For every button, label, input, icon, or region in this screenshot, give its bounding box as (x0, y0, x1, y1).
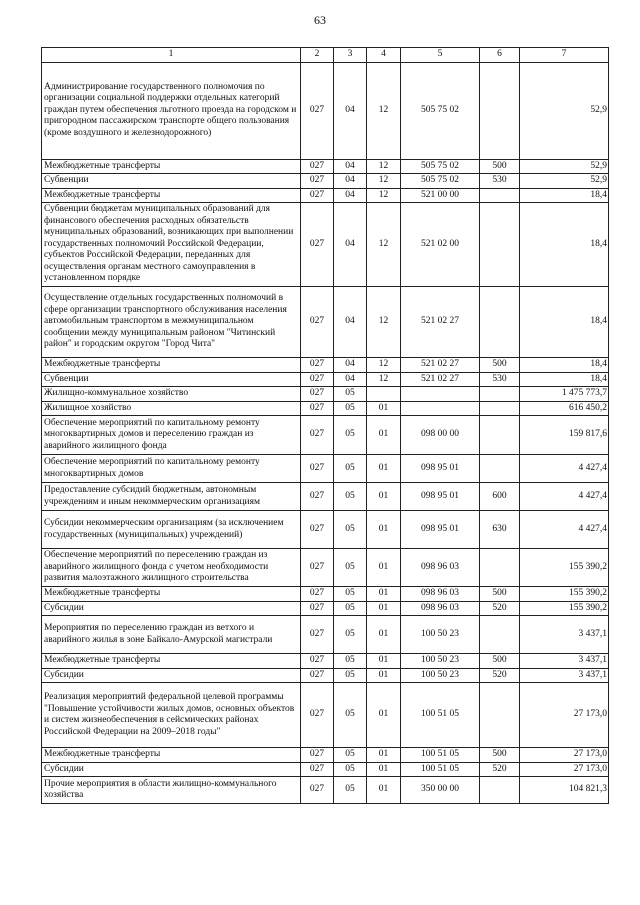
target-article-cell: 521 02 27 (401, 287, 480, 358)
section-code-cell: 05 (334, 748, 367, 763)
row-name-cell: Субвенции бюджетам муниципальных образований для финансового обеспечения расходных обязательств муниципальных образований, возникающих при выполнении государственных полномочий Российской Федерации, субъектов Российской Федерации, переданных для осуществления органам местного самоуправления в установленном порядке (42, 203, 301, 287)
ministry-code-cell: 027 (301, 287, 334, 358)
subsection-code-cell (367, 387, 401, 402)
target-article-cell: 505 75 02 (401, 174, 480, 189)
subsection-code-cell: 01 (367, 654, 401, 669)
ministry-code-cell: 027 (301, 587, 334, 602)
target-article-cell (401, 387, 480, 402)
amount-cell: 4 427,4 (520, 511, 609, 549)
table-row (42, 188, 609, 203)
section-code-cell: 05 (334, 387, 367, 402)
header-cell: 4 (367, 48, 401, 63)
subsection-code-cell: 12 (367, 203, 401, 287)
ministry-code-cell: 027 (301, 358, 334, 373)
target-article-cell: 100 50 23 (401, 616, 480, 654)
target-article-cell: 521 00 00 (401, 188, 480, 203)
target-article-cell: 098 95 01 (401, 455, 480, 483)
section-code-cell: 04 (334, 174, 367, 189)
target-article-cell: 505 75 02 (401, 62, 480, 159)
table-row (42, 777, 609, 804)
row-name-cell: Мероприятия по переселению граждан из ветхого и аварийного жилья в зоне Байкало-Амурской магистрали (42, 616, 301, 654)
amount-cell: 27 173,0 (520, 683, 609, 748)
page-number: 63 (314, 13, 326, 27)
section-code-cell: 05 (334, 416, 367, 455)
section-code-cell: 05 (334, 777, 367, 804)
ministry-code-cell: 027 (301, 159, 334, 174)
header-cell: 3 (334, 48, 367, 63)
row-name-cell: Обеспечение мероприятий по капитальному ремонту многоквартирных домов и переселению граждан из аварийного жилищного фонда (42, 416, 301, 455)
ministry-code-cell: 027 (301, 511, 334, 549)
row-name-cell: Субсидии (42, 668, 301, 683)
amount-cell: 104 821,3 (520, 777, 609, 804)
header-cell: 5 (401, 48, 480, 63)
ministry-code-cell: 027 (301, 601, 334, 616)
expense-type-cell (480, 401, 520, 416)
subsection-code-cell: 01 (367, 777, 401, 804)
amount-cell: 52,9 (520, 174, 609, 189)
section-code-cell: 05 (334, 455, 367, 483)
subsection-code-cell: 01 (367, 683, 401, 748)
subsection-code-cell: 01 (367, 455, 401, 483)
subsection-code-cell: 01 (367, 587, 401, 602)
expense-type-cell: 520 (480, 668, 520, 683)
ministry-code-cell: 027 (301, 416, 334, 455)
table-row (42, 587, 609, 602)
subsection-code-cell: 01 (367, 762, 401, 777)
amount-cell: 1 475 773,7 (520, 387, 609, 402)
row-name-cell: Жилищное хозяйство (42, 401, 301, 416)
amount-cell: 155 390,2 (520, 587, 609, 602)
row-name-cell: Межбюджетные трансферты (42, 654, 301, 669)
section-code-cell: 05 (334, 654, 367, 669)
target-article-cell: 100 50 23 (401, 668, 480, 683)
table-row (42, 601, 609, 616)
target-article-cell: 521 02 27 (401, 372, 480, 387)
subsection-code-cell: 01 (367, 616, 401, 654)
expense-type-cell (480, 287, 520, 358)
subsection-code-cell: 12 (367, 174, 401, 189)
section-code-cell: 05 (334, 483, 367, 511)
ministry-code-cell: 027 (301, 668, 334, 683)
subsection-code-cell: 12 (367, 188, 401, 203)
subsection-code-cell: 01 (367, 748, 401, 763)
row-name-cell: Субсидии (42, 762, 301, 777)
section-code-cell: 04 (334, 188, 367, 203)
subsection-code-cell: 01 (367, 483, 401, 511)
row-name-cell: Межбюджетные трансферты (42, 748, 301, 763)
table-row (42, 483, 609, 511)
ministry-code-cell: 027 (301, 748, 334, 763)
target-article-cell: 521 02 27 (401, 358, 480, 373)
ministry-code-cell: 027 (301, 549, 334, 587)
amount-cell: 18,4 (520, 188, 609, 203)
expense-type-cell: 530 (480, 372, 520, 387)
amount-cell: 616 450,2 (520, 401, 609, 416)
table-row (42, 616, 609, 654)
expense-type-cell: 500 (480, 358, 520, 373)
ministry-code-cell: 027 (301, 203, 334, 287)
header-cell: 7 (520, 48, 609, 63)
amount-cell: 3 437,1 (520, 616, 609, 654)
table-row (42, 174, 609, 189)
amount-cell: 3 437,1 (520, 654, 609, 669)
header-cell: 1 (42, 48, 301, 63)
section-code-cell: 05 (334, 549, 367, 587)
expense-type-cell (480, 188, 520, 203)
target-article-cell: 098 96 03 (401, 601, 480, 616)
expense-type-cell: 530 (480, 174, 520, 189)
section-code-cell: 04 (334, 358, 367, 373)
section-code-cell: 05 (334, 668, 367, 683)
target-article-cell (401, 401, 480, 416)
subsection-code-cell: 01 (367, 511, 401, 549)
row-name-cell: Субсидии (42, 601, 301, 616)
target-article-cell: 098 95 01 (401, 511, 480, 549)
section-code-cell: 04 (334, 159, 367, 174)
amount-cell: 27 173,0 (520, 762, 609, 777)
row-name-cell: Субсидии некоммерческим организациям (за исключением государственных (муниципальных) учреждений) (42, 511, 301, 549)
table-row (42, 511, 609, 549)
table-row (42, 203, 609, 287)
target-article-cell: 098 00 00 (401, 416, 480, 455)
row-name-cell: Субвенции (42, 372, 301, 387)
header-cell: 2 (301, 48, 334, 63)
expense-type-cell: 500 (480, 587, 520, 602)
table-row (42, 416, 609, 455)
amount-cell: 4 427,4 (520, 455, 609, 483)
table-row (42, 62, 609, 159)
ministry-code-cell: 027 (301, 683, 334, 748)
table-row (42, 683, 609, 748)
expense-type-cell: 500 (480, 654, 520, 669)
amount-cell: 3 437,1 (520, 668, 609, 683)
expense-type-cell (480, 387, 520, 402)
expense-type-cell: 500 (480, 159, 520, 174)
target-article-cell: 100 51 05 (401, 683, 480, 748)
expense-type-cell: 600 (480, 483, 520, 511)
row-name-cell: Субвенции (42, 174, 301, 189)
expense-type-cell: 500 (480, 748, 520, 763)
expense-type-cell (480, 777, 520, 804)
expense-type-cell (480, 203, 520, 287)
amount-cell: 18,4 (520, 203, 609, 287)
ministry-code-cell: 027 (301, 616, 334, 654)
target-article-cell: 100 51 05 (401, 748, 480, 763)
row-name-cell: Обеспечение мероприятий по переселению граждан из аварийного жилищного фонда с учетом необходимости развития малоэтажного жилищного строительства (42, 549, 301, 587)
target-article-cell: 098 95 01 (401, 483, 480, 511)
target-article-cell: 098 96 03 (401, 587, 480, 602)
ministry-code-cell: 027 (301, 387, 334, 402)
subsection-code-cell: 12 (367, 62, 401, 159)
expense-type-cell: 520 (480, 762, 520, 777)
table-row (42, 387, 609, 402)
amount-cell: 18,4 (520, 372, 609, 387)
table-row (42, 762, 609, 777)
row-name-cell: Осуществление отдельных государственных полномочий в сфере организации транспортного обслуживания населения автомобильным транспортом в межмуниципальном сообщении между муниципальным районом "Читинский район" и городским округом "Город Чита" (42, 287, 301, 358)
expense-type-cell (480, 416, 520, 455)
ministry-code-cell: 027 (301, 62, 334, 159)
target-article-cell: 505 75 02 (401, 159, 480, 174)
section-code-cell: 05 (334, 511, 367, 549)
row-name-cell: Межбюджетные трансферты (42, 188, 301, 203)
row-name-cell: Обеспечение мероприятий по капитальному ремонту многоквартирных домов (42, 455, 301, 483)
amount-cell: 27 173,0 (520, 748, 609, 763)
table-row (42, 668, 609, 683)
table-row (42, 358, 609, 373)
ministry-code-cell: 027 (301, 654, 334, 669)
section-code-cell: 05 (334, 683, 367, 748)
row-name-cell: Предоставление субсидий бюджетным, автономным учреждениям и иным некоммерческим организациям (42, 483, 301, 511)
budget-table-body (42, 48, 609, 804)
section-code-cell: 04 (334, 287, 367, 358)
row-name-cell: Межбюджетные трансферты (42, 587, 301, 602)
ministry-code-cell: 027 (301, 777, 334, 804)
section-code-cell: 04 (334, 372, 367, 387)
row-name-cell: Прочие мероприятия в области жилищно-коммунального хозяйства (42, 777, 301, 804)
expense-type-cell (480, 549, 520, 587)
subsection-code-cell: 01 (367, 401, 401, 416)
expense-type-cell (480, 683, 520, 748)
header-cell: 6 (480, 48, 520, 63)
table-header-row (42, 48, 609, 63)
ministry-code-cell: 027 (301, 188, 334, 203)
subsection-code-cell: 01 (367, 668, 401, 683)
target-article-cell: 098 96 03 (401, 549, 480, 587)
target-article-cell: 350 00 00 (401, 777, 480, 804)
table-row (42, 372, 609, 387)
subsection-code-cell: 12 (367, 372, 401, 387)
subsection-code-cell: 01 (367, 549, 401, 587)
ministry-code-cell: 027 (301, 174, 334, 189)
expense-type-cell: 520 (480, 601, 520, 616)
section-code-cell: 05 (334, 587, 367, 602)
amount-cell: 18,4 (520, 358, 609, 373)
ministry-code-cell: 027 (301, 762, 334, 777)
table-row (42, 287, 609, 358)
table-row (42, 549, 609, 587)
expense-type-cell (480, 616, 520, 654)
section-code-cell: 04 (334, 62, 367, 159)
subsection-code-cell: 01 (367, 601, 401, 616)
table-row (42, 748, 609, 763)
expense-type-cell (480, 62, 520, 159)
ministry-code-cell: 027 (301, 483, 334, 511)
table-row (42, 159, 609, 174)
budget-table (41, 47, 609, 804)
row-name-cell: Жилищно-коммунальное хозяйство (42, 387, 301, 402)
expense-type-cell (480, 455, 520, 483)
amount-cell: 52,9 (520, 159, 609, 174)
table-row (42, 455, 609, 483)
subsection-code-cell: 12 (367, 287, 401, 358)
section-code-cell: 04 (334, 203, 367, 287)
subsection-code-cell: 12 (367, 159, 401, 174)
row-name-cell: Реализация мероприятий федеральной целевой программы "Повышение устойчивости жилых домов, основных объектов и систем жизнеобеспечения в сейсмических районах Российской Федерации на 2009–2018 годы" (42, 683, 301, 748)
subsection-code-cell: 12 (367, 358, 401, 373)
section-code-cell: 05 (334, 616, 367, 654)
ministry-code-cell: 027 (301, 401, 334, 416)
amount-cell: 52,9 (520, 62, 609, 159)
section-code-cell: 05 (334, 601, 367, 616)
amount-cell: 155 390,2 (520, 549, 609, 587)
section-code-cell: 05 (334, 401, 367, 416)
row-name-cell: Межбюджетные трансферты (42, 159, 301, 174)
amount-cell: 4 427,4 (520, 483, 609, 511)
table-row (42, 401, 609, 416)
table-row (42, 654, 609, 669)
row-name-cell: Межбюджетные трансферты (42, 358, 301, 373)
ministry-code-cell: 027 (301, 372, 334, 387)
expense-type-cell: 630 (480, 511, 520, 549)
section-code-cell: 05 (334, 762, 367, 777)
subsection-code-cell: 01 (367, 416, 401, 455)
amount-cell: 18,4 (520, 287, 609, 358)
amount-cell: 155 390,2 (520, 601, 609, 616)
target-article-cell: 100 50 23 (401, 654, 480, 669)
amount-cell: 159 817,6 (520, 416, 609, 455)
target-article-cell: 521 02 00 (401, 203, 480, 287)
ministry-code-cell: 027 (301, 455, 334, 483)
target-article-cell: 100 51 05 (401, 762, 480, 777)
row-name-cell: Администрирование государственного полномочия по организации социальной поддержки отдельных категорий граждан путем обеспечения льготного проезда на городском и пригородном пассажирском транспорте общего пользования (кроме воздушного и железнодорожного) (42, 62, 301, 159)
